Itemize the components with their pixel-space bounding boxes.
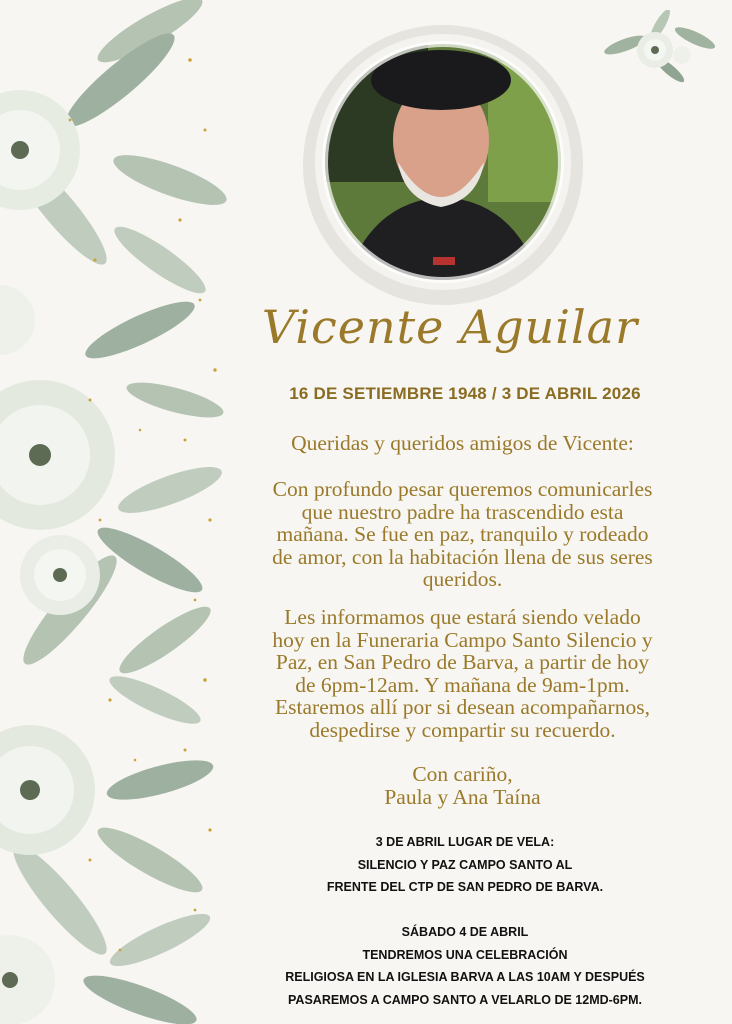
text-line: Con profundo pesar queremos comunicarles — [272, 477, 653, 501]
notice-line: RELIGIOSA EN LA IGLESIA BARVA A LAS 10AM Y DESPUÉS — [285, 970, 645, 984]
floral-border-illustration — [0, 0, 230, 1024]
text-line: que nuestro padre ha trascendido esta — [301, 499, 624, 524]
notice-line: TENDREMOS UNA CELEBRACIÓN — [362, 947, 568, 962]
text-line: queridos. — [422, 567, 503, 591]
greeting: Queridas y queridos amigos de Vicente: — [291, 431, 634, 455]
notice-line: SILENCIO Y PAZ CAMPO SANTO AL — [357, 857, 573, 872]
wake-info-paragraph — [205, 606, 720, 741]
notice-line: SÁBADO 4 DE ABRIL — [401, 925, 529, 939]
text-line: de amor, con la habitación llena de sus seres — [272, 544, 653, 569]
text-line: hoy en la Funeraria Campo Santo Silencio y — [272, 627, 653, 652]
notice-line: PASAREMOS A CAMPO SANTO A VELARLO DE 12MD-6PM. — [288, 992, 642, 1007]
text-line: despedirse y compartir su recuerdo. — [309, 717, 616, 742]
closing-signature — [205, 763, 720, 808]
vela-location-notice — [230, 831, 700, 899]
text-line: Les informamos que estará siendo velado — [284, 605, 641, 629]
celebration-notice — [230, 921, 700, 1011]
text-line: Estaremos allí por si desean acompañarnos, — [275, 695, 650, 719]
announcement-paragraph — [205, 478, 720, 591]
notice-line: FRENTE DEL CTP DE SAN PEDRO DE BARVA. — [326, 880, 604, 894]
deceased-name: Vicente Aguilar — [261, 300, 639, 354]
text-line: de 6pm-12am. Y mañana de 9am-1pm. — [295, 672, 630, 697]
life-dates: 16 DE SETIEMBRE 1948 / 3 DE ABRIL 2026 — [289, 384, 641, 403]
text-line: Con cariño, — [412, 762, 513, 786]
notice-line: 3 DE ABRIL LUGAR DE VELA: — [375, 835, 555, 849]
portrait-photo-frame — [298, 22, 588, 312]
text-line: Paz, en San Pedro de Barva, a partir de hoy — [275, 650, 650, 674]
portrait-photo — [298, 22, 588, 312]
corner-flower-illustration — [600, 10, 720, 85]
signature-names: Paula y Ana Taína — [384, 784, 541, 809]
text-line: mañana. Se fue en paz, tranquilo y rodeado — [276, 522, 649, 546]
